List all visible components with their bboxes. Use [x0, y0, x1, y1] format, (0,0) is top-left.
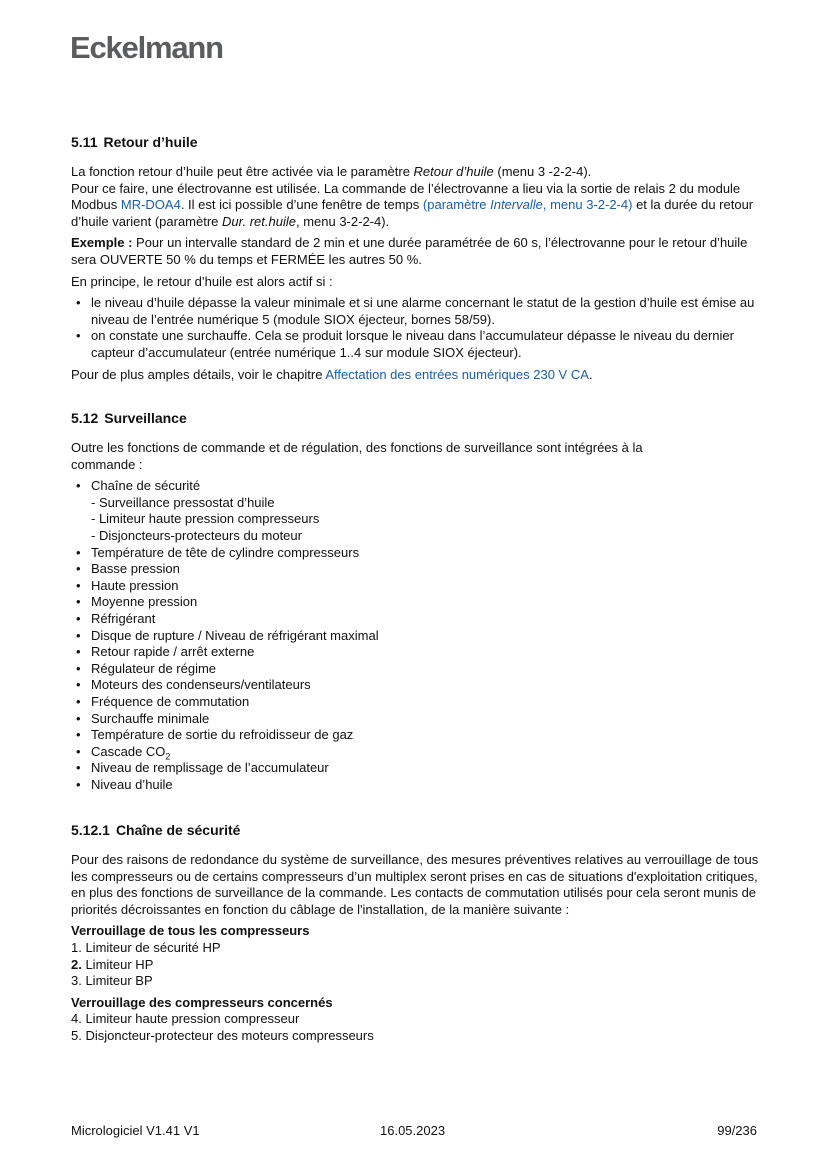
param-name: Retour d’huile — [413, 164, 494, 179]
text: 5. Disjoncteur-protecteur des moteurs compresseurs — [71, 1027, 374, 1043]
list-item: • Régulateur de régime — [71, 661, 761, 678]
list-item — [71, 478, 761, 544]
link-mr-doa4[interactable]: MR-DOA4 — [120, 197, 181, 213]
list-item: • Retour rapide / arrêt externe — [71, 644, 761, 661]
text: . — [588, 366, 593, 382]
list-item: • Température de sortie du refroidisseur de gaz — [71, 727, 761, 744]
footer-version: Micrologiciel V1.41 V1 — [71, 1123, 200, 1138]
example-paragraph — [71, 235, 761, 268]
list-item: • Surchauffe minimale — [71, 711, 761, 728]
heading-5-12-1 — [71, 821, 761, 839]
sub-item: - Surveillance pressostat d’huile — [91, 494, 275, 510]
heading-number: 5.11 — [71, 134, 98, 150]
list-item: • Moteurs des condenseurs/ventilateurs — [71, 677, 761, 694]
paragraph — [71, 164, 761, 230]
list-item: • Fréquence de commutation — [71, 694, 761, 711]
text: . Il est ici possible d’une fenêtre de temps — [180, 197, 423, 213]
paragraph — [71, 367, 761, 384]
sub-item: - Disjoncteurs-protecteurs du moteur — [91, 527, 302, 543]
text: Intervalle — [490, 197, 543, 213]
heading-number: 5.12 — [71, 410, 99, 426]
section-5-12-1 — [71, 821, 761, 1050]
link-intervalle[interactable] — [423, 197, 633, 212]
footer-date: 16.05.2023 — [380, 1123, 446, 1138]
text: 2. — [71, 956, 82, 972]
heading-5-11 — [71, 133, 761, 151]
list-item: • Température de tête de cylindre compresseurs — [71, 545, 761, 562]
text: Pour ce faire, une électrovanne est utilisée. La commande de l’électrovanne a lieu via la sortie de relais 2 du module Modbus — [71, 180, 741, 213]
text: La fonction retour d’huile peut être activée via le paramètre — [71, 164, 414, 179]
example-label: Exemple : — [71, 235, 133, 251]
eckelmann-logo: Eckelmann — [70, 30, 223, 65]
bullet-list — [71, 295, 761, 361]
text: , menu 3-2-2-4). — [295, 213, 390, 229]
paragraph: En principe, le retour d’huile est alors actif si : — [71, 273, 333, 289]
list-item — [71, 744, 761, 761]
list-item: • Basse pression — [71, 561, 761, 578]
heading-number: 5.12.1 — [71, 822, 110, 838]
text: (paramètre — [422, 197, 491, 213]
list-item: • Niveau de remplissage de l’accumulateur — [71, 760, 761, 777]
list-item: • on constate une surchauffe. Cela se produit lorsque le niveau dans l’accumulateur dépasse le niveau du dernier capteur d’accumulateur (entrée numérique 1..4 sur module SIOX éjecteur). — [71, 328, 761, 361]
section-5-11 — [71, 133, 761, 388]
text: Pour de plus amples détails, voir le chapitre — [71, 366, 326, 382]
link-affectation[interactable]: Affectation des entrées numériques 230 V CA — [325, 366, 589, 382]
footer-page-number: 99/236 — [717, 1123, 757, 1138]
heading-title: Surveillance — [104, 410, 187, 426]
group-1 — [71, 923, 761, 989]
heading-5-12 — [71, 409, 761, 427]
list-item: • Disque de rupture / Niveau de réfrigérant maximal — [71, 628, 761, 645]
text: 1. Limiteur de sécurité HP — [71, 939, 221, 955]
param-name: Dur. ret.huile — [222, 213, 296, 229]
text: Limiteur HP — [81, 956, 154, 972]
text: (menu 3 -2-2-4). — [493, 164, 592, 179]
list-item: • le niveau d’huile dépasse la valeur minimale et si une alarme concernant le statut de la gestion d’huile est émise au niveau de l’entrée numérique 5 (module SIOX éjecteur, bornes 58/59). — [71, 295, 761, 328]
text: Pour un intervalle standard de 2 min et une durée paramétrée de 60 s, l’électrovanne pour le retour d’huile sera OUVERTE 50 % du temps et FERMÉE les autres 50 %. — [71, 235, 748, 267]
text: et la durée du retour d’huile varient (paramètre — [71, 197, 754, 229]
text: , menu 3-2-2-4) — [542, 197, 633, 213]
bullet-list — [71, 478, 761, 793]
paragraph: Outre les fonctions de commande et de régulation, des fonctions de surveillance sont intégrées à la commande : — [71, 440, 643, 472]
group-2 — [71, 995, 761, 1045]
group-title: Verrouillage des compresseurs concernés — [71, 994, 333, 1010]
text: 3. Limiteur BP — [71, 973, 153, 989]
text: 4. Limiteur haute pression compresseur — [71, 1011, 300, 1027]
list-item: • Moyenne pression — [71, 594, 761, 611]
list-item: • Réfrigérant — [71, 611, 761, 628]
sub-item: - Limiteur haute pression compresseurs — [91, 511, 320, 527]
group-title: Verrouillage de tous les compresseurs — [71, 923, 310, 939]
section-5-12 — [71, 409, 761, 798]
heading-title: Retour d’huile — [103, 134, 198, 150]
list-item: • Niveau d’huile — [71, 777, 761, 794]
text: Cascade CO — [91, 743, 166, 759]
subscript: 2 — [165, 751, 171, 762]
paragraph: Pour des raisons de redondance du système de surveillance, des mesures préventives relatives au verrouillage de tous les compresseurs ou de certains compresseurs d’un multiplex seront prises en cas de situations d'exploitation critiques, en plus des fonctions de surveillance de la commande. Les contacts de commutation utilisés pour cela seront munis de priorités décroissantes en fonction du câblage de l'installation, de la manière suivante : — [71, 852, 759, 917]
text: Chaîne de sécurité — [91, 478, 201, 494]
heading-title: Chaîne de sécurité — [115, 822, 241, 838]
list-item: • Haute pression — [71, 578, 761, 595]
